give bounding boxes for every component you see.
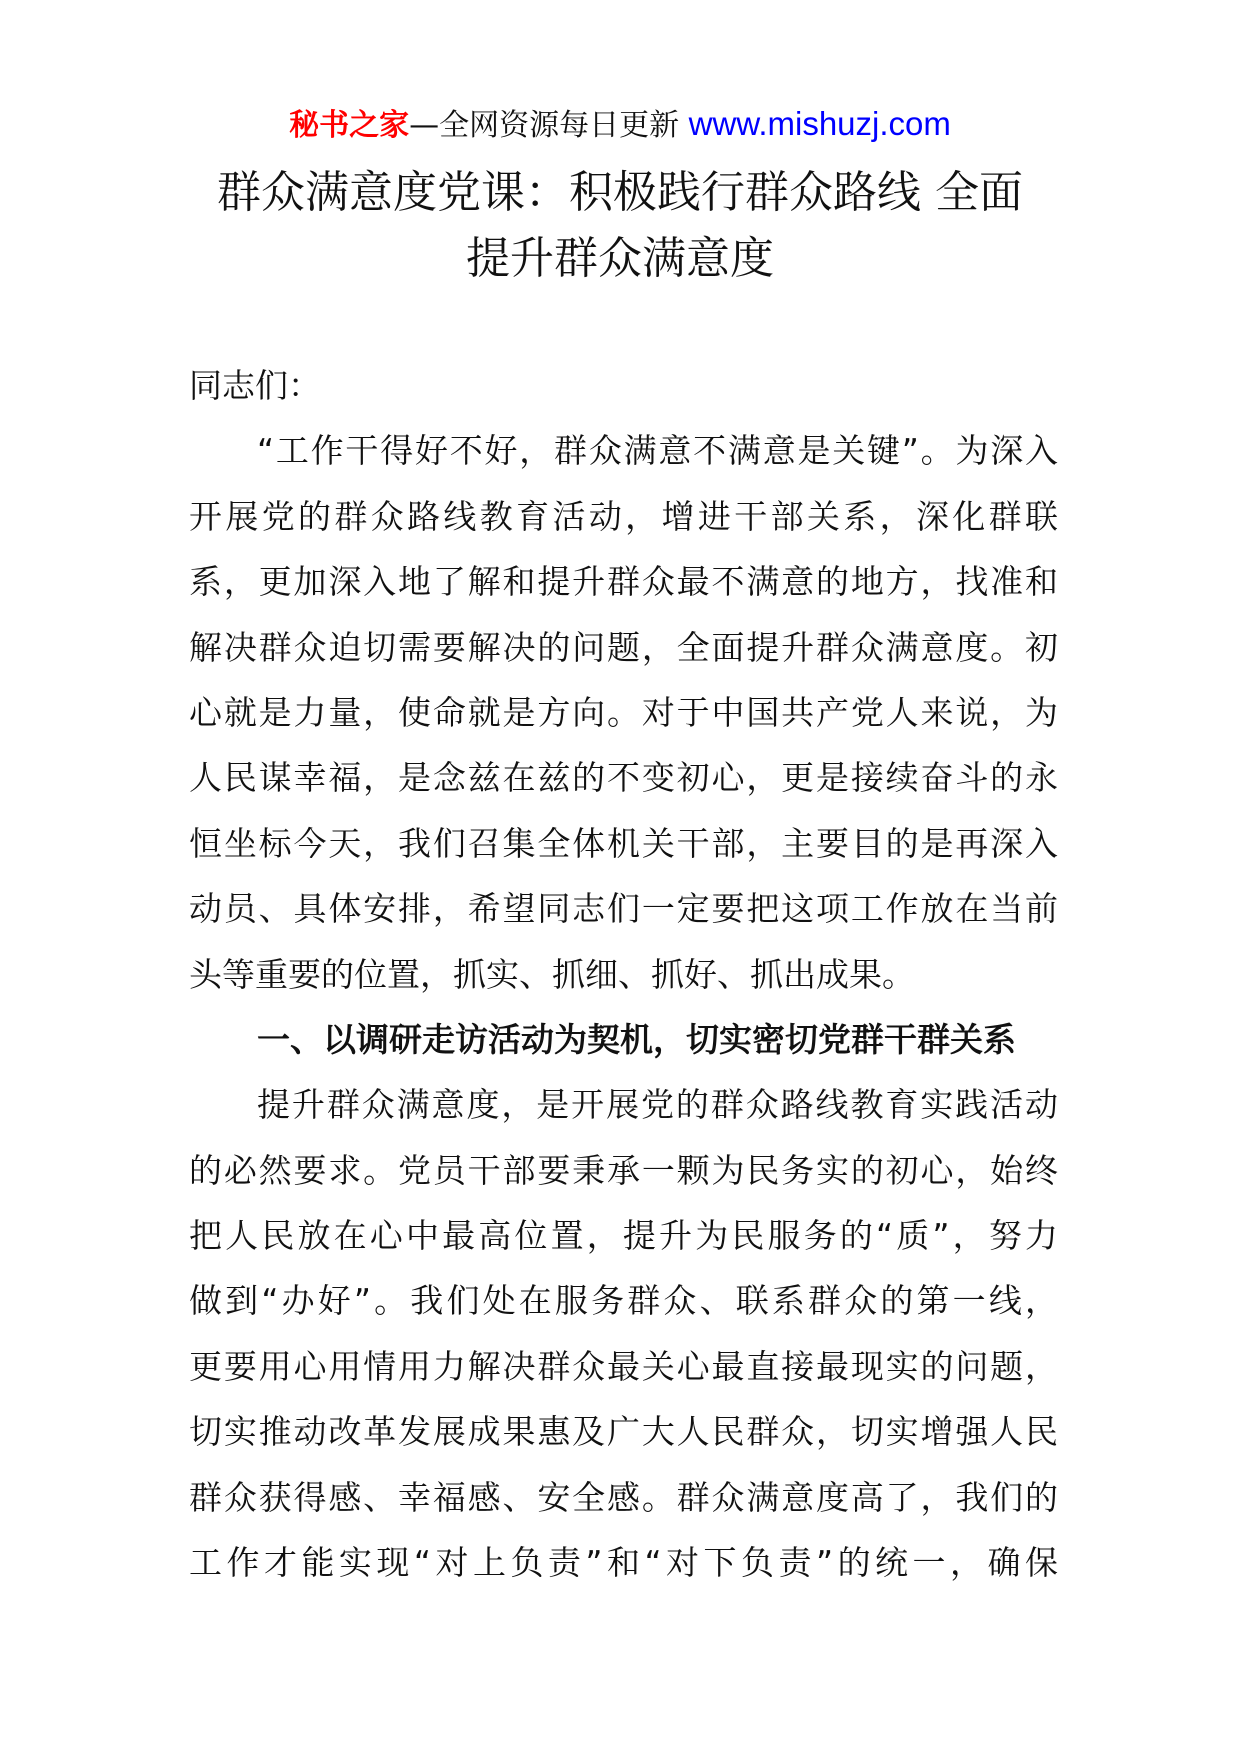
text-line: 同志们：	[189, 366, 321, 405]
text-line: 心就是力量，使命就是方向。对于中国共产党人来说，为	[189, 692, 1058, 732]
text-line: 做到“办好”。我们处在服务群众、联系群众的第一线，	[189, 1281, 1058, 1321]
section-heading: 一、以调研走访活动为契机，切实密切党群干群关系	[257, 1019, 1016, 1059]
document-body	[189, 353, 1058, 1595]
banner-url-link[interactable]: www.mishuzj.com	[688, 105, 951, 142]
text-line: “工作干得好不好，群众满意不满意是关键”。为深入	[257, 431, 1058, 471]
text-line: 系，更加深入地了解和提升群众最不满意的地方，找准和	[189, 562, 1058, 602]
text-line: 开展党的群众路线教育活动，增进干部关系，深化群联	[189, 496, 1058, 536]
text-line: 动员、具体安排，希望同志们一定要把这项工作放在当前	[189, 889, 1058, 929]
banner-tagline: —全网资源每日更新	[409, 108, 689, 143]
text-line: 更要用心用情用力解决群众最关心最直接最现实的问题，	[189, 1346, 1058, 1386]
document-title-line-2: 提升群众满意度	[466, 233, 774, 284]
text-line: 切实推动改革发展成果惠及广大人民群众，切实增强人民	[189, 1412, 1058, 1452]
site-banner	[0, 102, 1240, 148]
text-line: 人民谋幸福，是念兹在兹的不变初心，更是接续奋斗的永	[189, 758, 1058, 798]
document-title-line-1: 群众满意度党课：积极践行群众路线 全面	[217, 167, 1023, 218]
brand-name: 秘书之家	[289, 108, 410, 143]
text-line: 头等重要的位置，抓实、抓细、抓好、抓出成果。	[189, 954, 915, 994]
text-line: 把人民放在心中最高位置，提升为民服务的“质”，努力	[189, 1216, 1058, 1256]
text-line: 的必然要求。党员干部要秉承一颗为民务实的初心，始终	[189, 1150, 1058, 1190]
text-line: 恒坐标今天，我们召集全体机关干部，主要目的是再深入	[189, 823, 1058, 863]
text-line: 群众获得感、幸福感、安全感。群众满意度高了，我们的	[189, 1477, 1058, 1517]
text-line: 提升群众满意度，是开展党的群众路线教育实践活动	[257, 1085, 1058, 1125]
text-line: 工作才能实现“对上负责”和“对下负责”的统一，确保	[189, 1543, 1058, 1583]
text-line: 解决群众迫切需要解决的问题，全面提升群众满意度。初	[189, 627, 1058, 667]
